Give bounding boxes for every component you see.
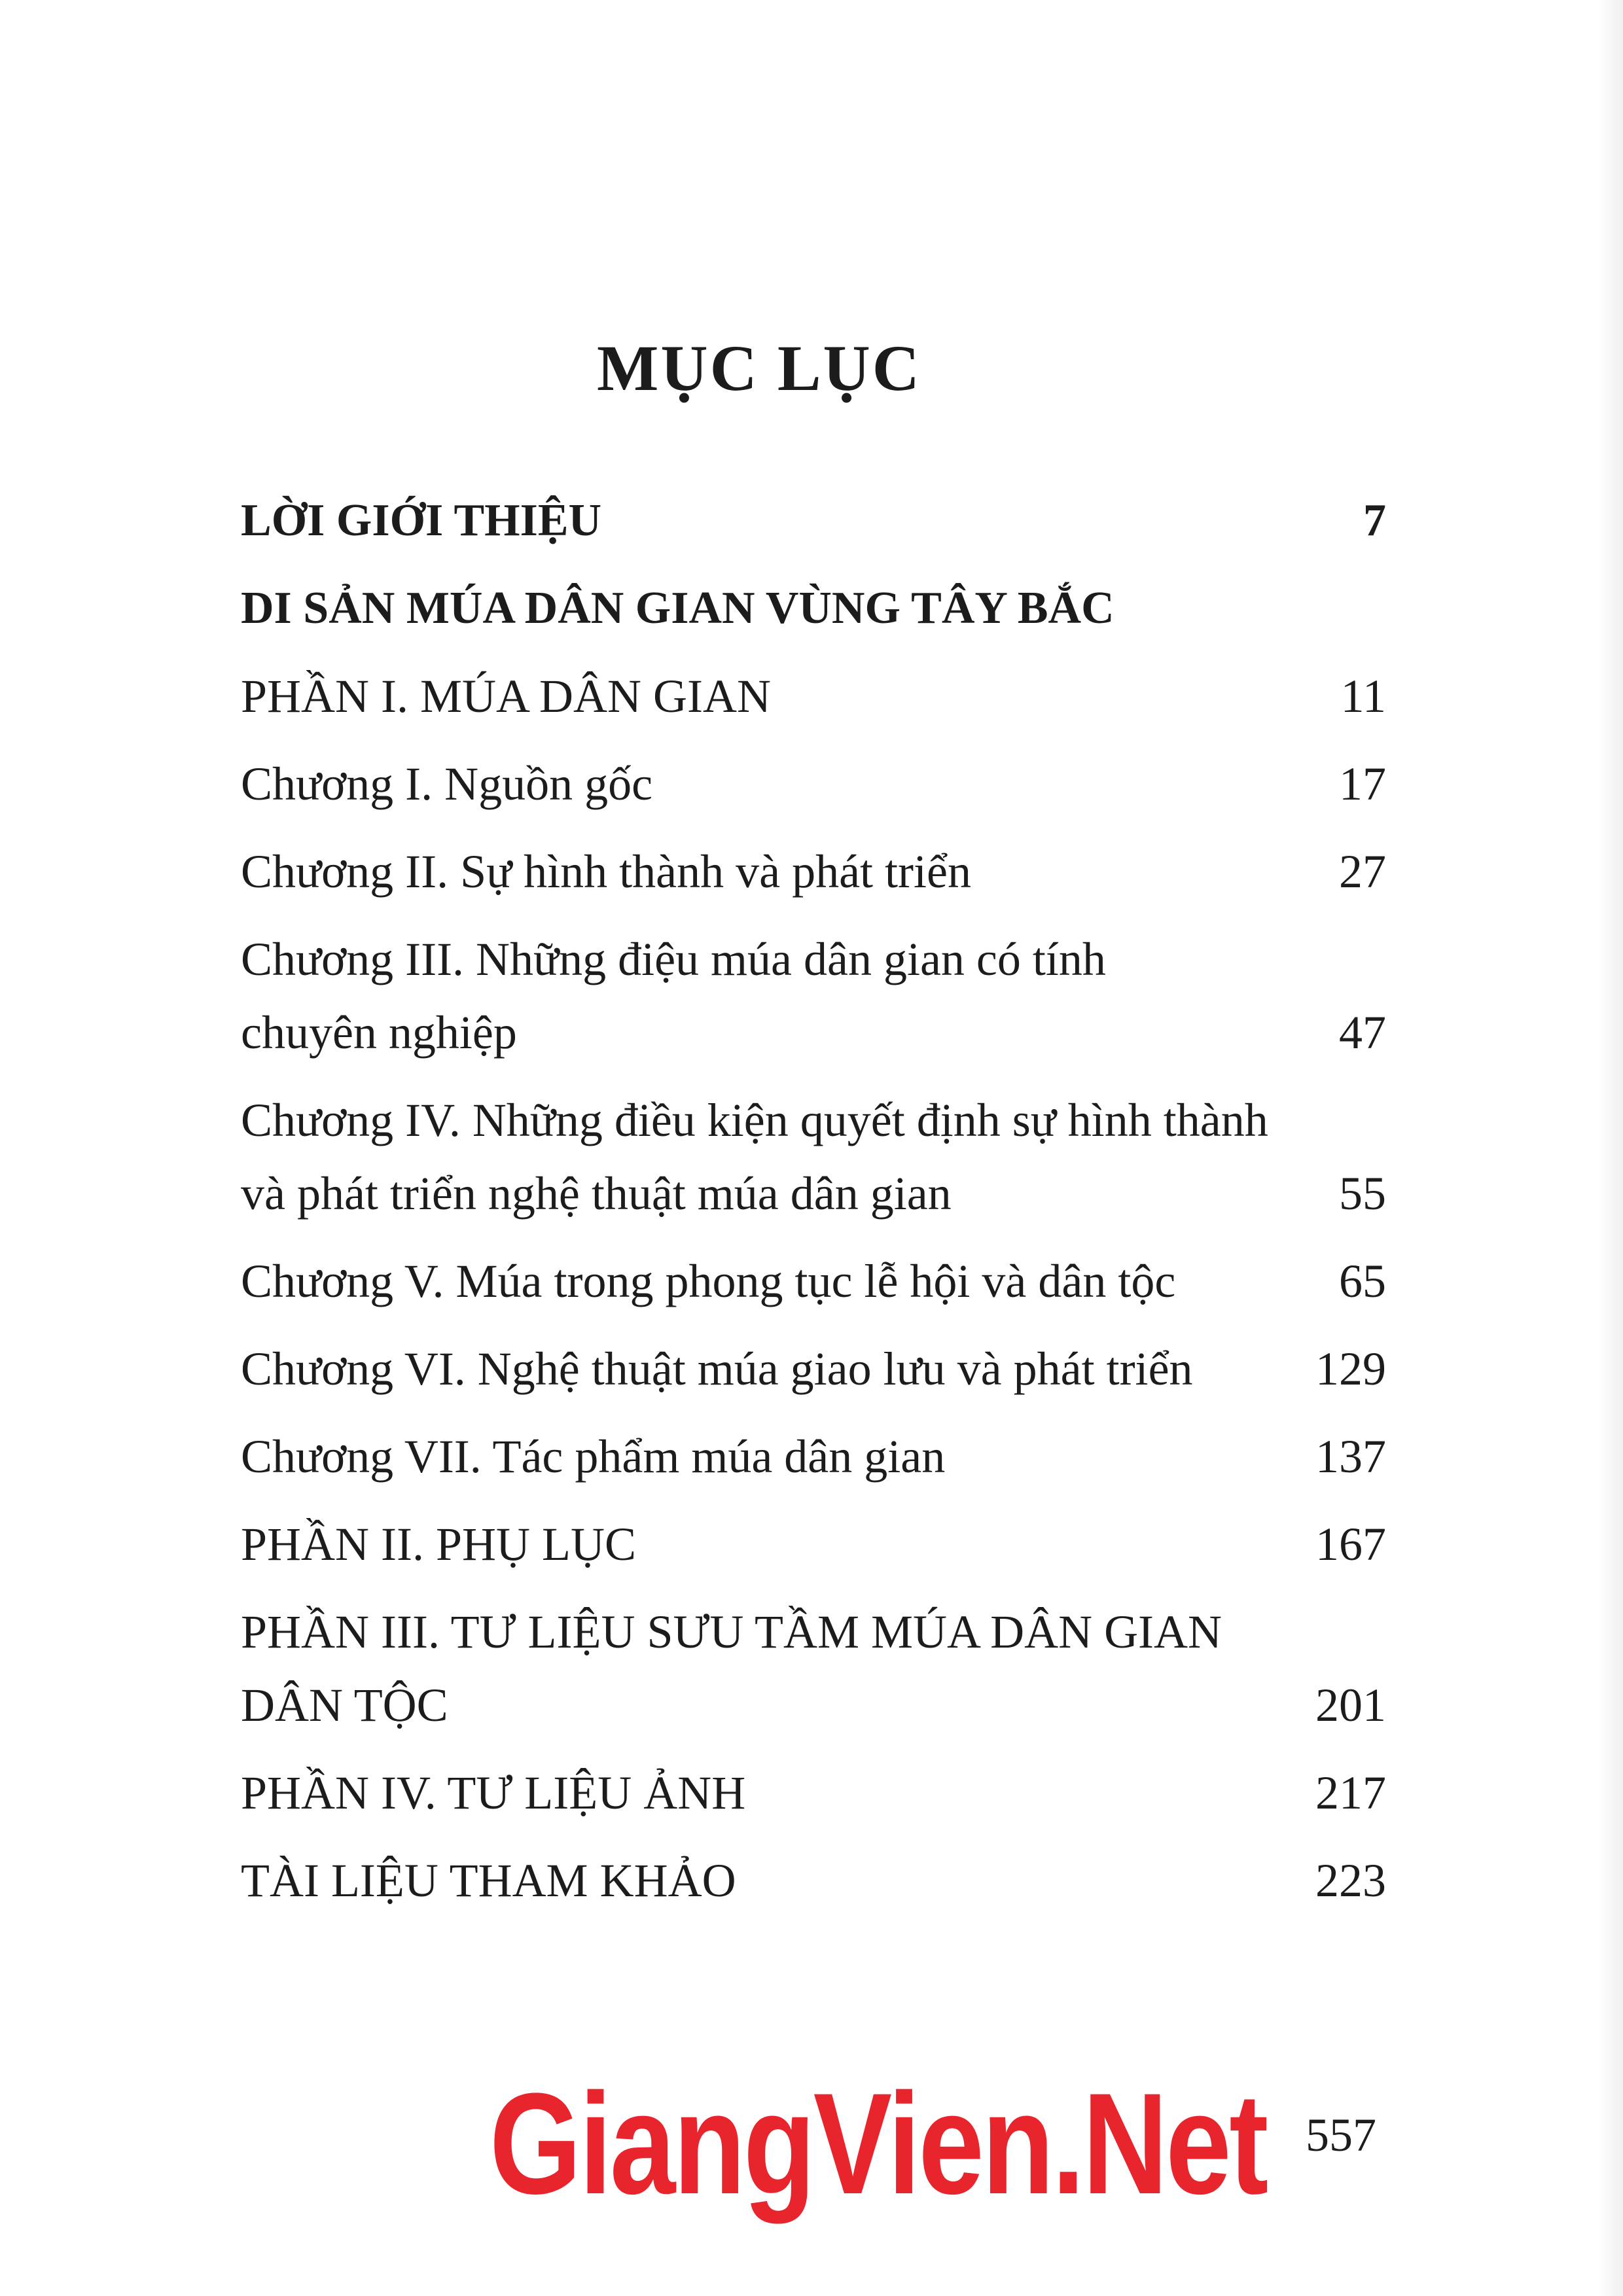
toc-entry-page: 65: [1339, 1255, 1386, 1307]
toc-entry-label: Chương VI. Nghệ thuật múa giao lưu và phát triển: [241, 1343, 1193, 1395]
toc-entry-phan-1[interactable]: [241, 660, 1386, 733]
dot-leader: [448, 1720, 1315, 1721]
toc-entry-page: 55: [1339, 1167, 1386, 1220]
toc-entry-page: 223: [1315, 1854, 1386, 1907]
toc-entry-page: 11: [1340, 670, 1386, 722]
dot-leader: [1193, 1384, 1315, 1385]
toc-entry-label: và phát triển nghệ thuật múa dân gian: [241, 1167, 952, 1220]
watermark-logo: GiangVien.Net: [490, 2063, 1267, 2224]
toc-entry-label: Chương V. Múa trong phong tục lễ hội và dân tộc: [241, 1255, 1176, 1307]
toc-entry-chuong-4[interactable]: [241, 1084, 1386, 1230]
toc-entry-label: PHẦN II. PHỤ LỤC: [241, 1518, 637, 1570]
toc-entry-phan-3[interactable]: [241, 1595, 1386, 1742]
toc-entry-page: 27: [1339, 845, 1386, 898]
toc-entry-phan-4[interactable]: [241, 1756, 1386, 1829]
toc-entry-page: 47: [1339, 1006, 1386, 1059]
toc-section-heading: [241, 572, 1386, 645]
dot-leader: [636, 1559, 1315, 1560]
toc-entry-tai-lieu-tham-khao[interactable]: [241, 1844, 1386, 1917]
toc-entry-chuong-5[interactable]: [241, 1245, 1386, 1318]
dot-leader: [771, 711, 1341, 712]
page-title: MỤC LỤC: [597, 332, 921, 404]
toc-entry-page: 137: [1315, 1430, 1386, 1483]
toc-entry-label: DÂN TỘC: [241, 1679, 448, 1731]
toc-entry-label: chuyên nghiệp: [241, 1006, 517, 1059]
page-number: 557: [1306, 2109, 1376, 2161]
toc-entry-label: Chương VII. Tác phẩm múa dân gian: [241, 1430, 946, 1483]
toc-entry-label: PHẦN IV. TƯ LIỆU ẢNH: [241, 1767, 746, 1819]
toc-entry-page: 167: [1315, 1518, 1386, 1570]
toc-entry-chuong-1[interactable]: [241, 747, 1386, 821]
toc-entry-label-line1: Chương III. Những điệu múa dân gian có tính: [241, 933, 1106, 985]
toc-entry-loi-gioi-thieu[interactable]: [241, 484, 1386, 557]
toc-entry-label: Chương II. Sự hình thành và phát triển: [241, 845, 971, 898]
toc-entry-chuong-3[interactable]: [241, 923, 1386, 1069]
toc-entry-page: 7: [1363, 495, 1386, 546]
dot-leader: [1175, 1296, 1339, 1297]
dot-leader: [745, 1808, 1315, 1809]
toc-entry-label-line1: Chương IV. Những điều kiện quyết định sự hình thành: [241, 1094, 1268, 1146]
toc-entry-page: 129: [1315, 1343, 1386, 1395]
dot-leader: [652, 799, 1339, 800]
toc-entry-label: TÀI LIỆU THAM KHẢO: [241, 1854, 736, 1907]
page-edge-shadow: [1597, 0, 1623, 2296]
toc-entry-page: 217: [1315, 1767, 1386, 1819]
toc-entry-label: LỜI GIỚI THIỆU: [241, 495, 602, 546]
table-of-contents: [241, 484, 1386, 1917]
toc-entry-chuong-7[interactable]: [241, 1420, 1386, 1493]
toc-entry-page: 17: [1339, 758, 1386, 810]
toc-entry-page: 201: [1315, 1679, 1386, 1731]
toc-section-label: DI SẢN MÚA DÂN GIAN VÙNG TÂY BẮC: [241, 583, 1115, 633]
toc-entry-chuong-6[interactable]: [241, 1332, 1386, 1405]
toc-entry-label: PHẦN I. MÚA DÂN GIAN: [241, 670, 771, 722]
toc-entry-label: Chương I. Nguồn gốc: [241, 758, 653, 810]
toc-entry-label-line1: PHẦN III. TƯ LIỆU SƯU TẦM MÚA DÂN GIAN: [241, 1606, 1222, 1658]
toc-entry-phan-2[interactable]: [241, 1508, 1386, 1581]
toc-entry-chuong-2[interactable]: [241, 835, 1386, 908]
